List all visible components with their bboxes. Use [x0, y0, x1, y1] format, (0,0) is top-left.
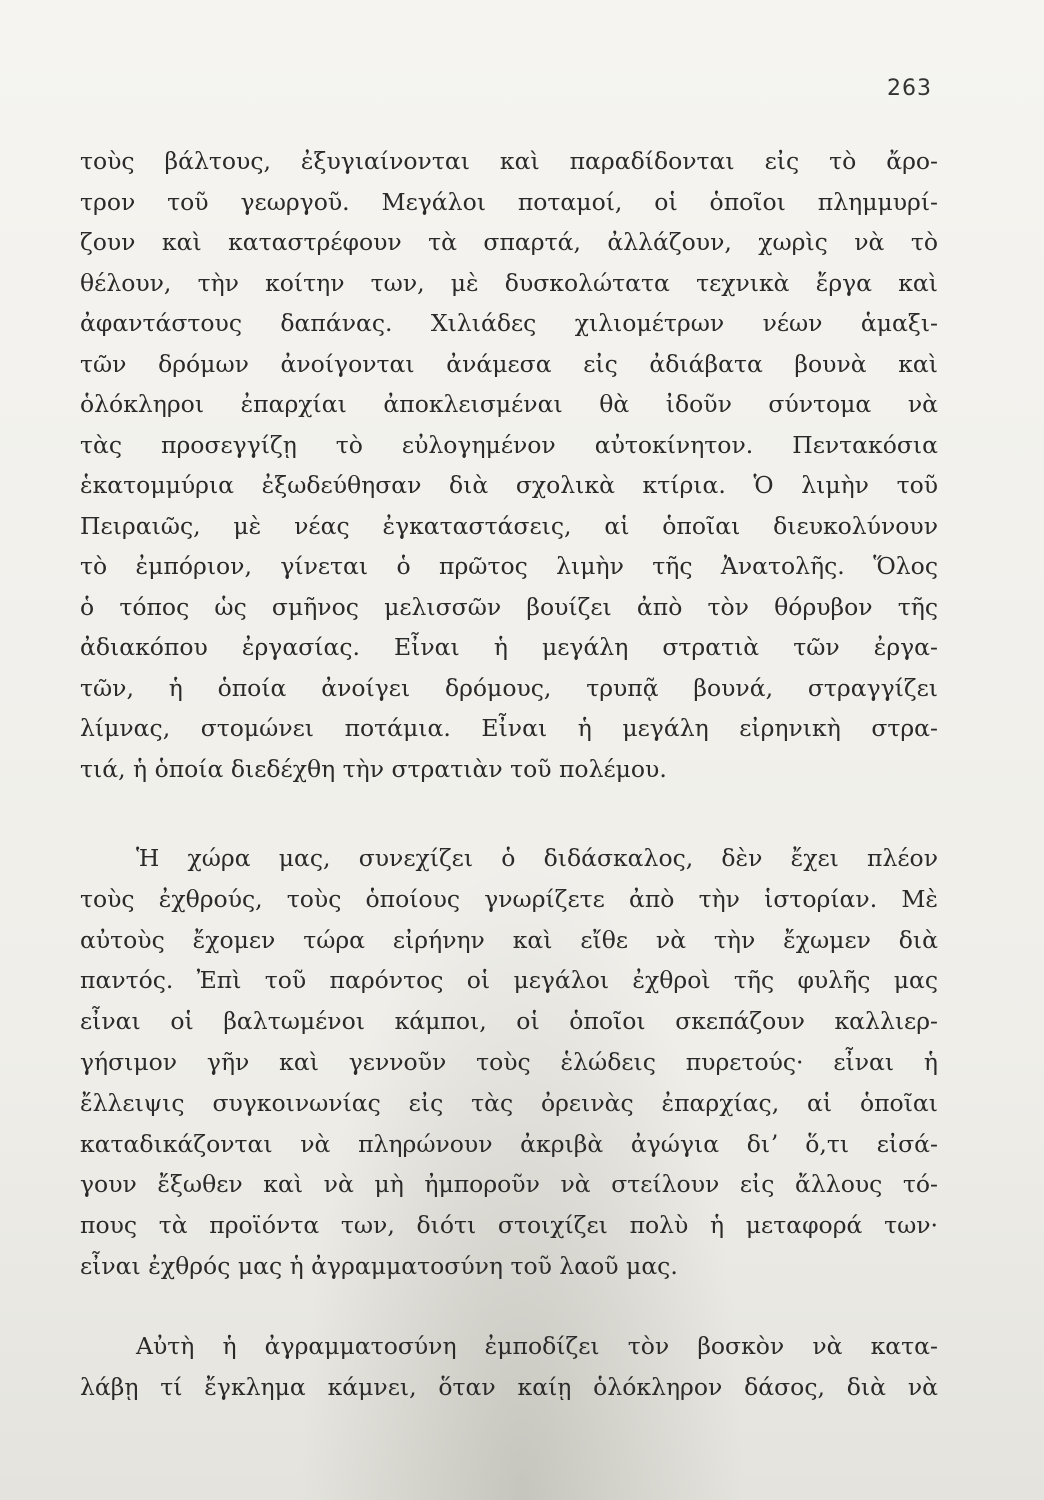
text-line: αὐτοὺς ἔχομεν τώρα εἰρήνην καὶ εἴθε νὰ τὴν ἔχωμεν διὰ [80, 925, 938, 954]
text-line: τὸ ἐμπόριον, γίνεται ὁ πρῶτος λιμὴν τῆς Ἀνατολῆς. Ὅλος [80, 552, 938, 580]
text-line: Ἡ χώρα μας, συνεχίζει ὁ διδάσκαλος, δὲν ἔχει πλέον [136, 844, 938, 872]
text-line: ὁ τόπος ὡς σμῆνος μελισσῶν βουίζει ἀπὸ τὸν θόρυβον τῆς [80, 592, 938, 621]
text-line: εἶναι οἱ βαλτωμένοι κάμποι, οἱ ὁποῖοι σκεπάζουν καλλιερ- [80, 1007, 938, 1036]
text-line: τοὺς ἐχθρούς, τοὺς ὁποίους γνωρίζετε ἀπὸ τὴν ἱστορίαν. Μὲ [80, 884, 938, 913]
text-line: ἀφαντάστους δαπάνας. Χιλιάδες χιλιομέτρων νέων ἁμαξι- [80, 309, 938, 337]
text-line: γήσιμον γῆν καὶ γεννοῦν τοὺς ἑλώδεις πυρετούς· εἶναι ἡ [80, 1047, 938, 1076]
text-line: καταδικάζονται νὰ πληρώνουν ἀκριβὰ ἀγώγια διʼ ὅ,τι εἰσά- [80, 1129, 938, 1158]
text-line: Αὐτὴ ἡ ἀγραμματοσύνη ἐμποδίζει τὸν βοσκὸν νὰ κατα- [136, 1332, 938, 1360]
text-line: τοὺς βάλτους, ἐξυγιαίνονται καὶ παραδίδονται εἰς τὸ ἄρο- [80, 147, 938, 175]
text-line: τὰς προσεγγίζῃ τὸ εὐλογημένον αὐτοκίνητον. Πεντακόσια [80, 430, 938, 459]
text-line: Πειραιῶς, μὲ νέας ἐγκαταστάσεις, αἱ ὁποῖαι διευκολύνουν [80, 511, 938, 540]
text-line: ἔλλειψις συγκοινωνίας εἰς τὰς ὀρεινὰς ἐπαρχίας, αἱ ὁποῖαι [80, 1088, 938, 1117]
text-line: θέλουν, τὴν κοίτην των, μὲ δυσκολώτατα τεχνικὰ ἔργα καὶ [80, 268, 938, 297]
text-line: τρον τοῦ γεωργοῦ. Μεγάλοι ποταμοί, οἱ ὁποῖοι πλημμυρί- [80, 187, 938, 216]
text-line: παντός. Ἐπὶ τοῦ παρόντος οἱ μεγάλοι ἐχθροὶ τῆς φυλῆς μας [80, 966, 938, 995]
text-line: τῶν, ἡ ὁποία ἀνοίγει δρόμους, τρυπᾷ βουνά, στραγγίζει [80, 673, 938, 702]
text-line: ζουν καὶ καταστρέφουν τὰ σπαρτά, ἀλλάζουν, χωρὶς νὰ τὸ [80, 228, 938, 256]
text-line: ἑκατομμύρια ἐξωδεύθησαν διὰ σχολικὰ κτίρια. Ὁ λιμὴν τοῦ [80, 471, 938, 499]
text-line: τῶν δρόμων ἀνοίγονται ἀνάμεσα εἰς ἀδιάβατα βουνὰ καὶ [80, 349, 938, 378]
page-number: 263 [887, 76, 932, 101]
paragraph-2 [80, 838, 938, 1287]
text-line: ἀδιακόπου ἐργασίας. Εἶναι ἡ μεγάλη στρατιὰ τῶν ἐργα- [80, 633, 938, 661]
text-line: γουν ἔξωθεν καὶ νὰ μὴ ἠμποροῦν νὰ στείλουν εἰς ἄλλους τό- [80, 1170, 938, 1199]
text-line: πους τὰ προϊόντα των, διότι στοιχίζει πολὺ ἡ μεταφορά των· [80, 1211, 938, 1240]
text-line: ὁλόκληροι ἐπαρχίαι ἀποκλεισμέναι θὰ ἰδοῦν σύντομα νὰ [80, 390, 938, 418]
text-line: εἶναι ἐχθρός μας ἡ ἀγραμματοσύνη τοῦ λαοῦ μας. [80, 1251, 678, 1280]
text-line: λίμνας, στομώνει ποτάμια. Εἶναι ἡ μεγάλη εἰρηνικὴ στρα- [80, 714, 938, 742]
text-line: λάβῃ τί ἔγκλημα κάμνει, ὅταν καίῃ ὁλόκληρον δάσος, διὰ νὰ [80, 1372, 938, 1401]
paragraph-3 [80, 1326, 938, 1407]
text-line: τιά, ἡ ὁποία διεδέχθη τὴν στρατιὰν τοῦ πολέμου. [80, 754, 667, 783]
paragraph-1 [80, 141, 938, 789]
